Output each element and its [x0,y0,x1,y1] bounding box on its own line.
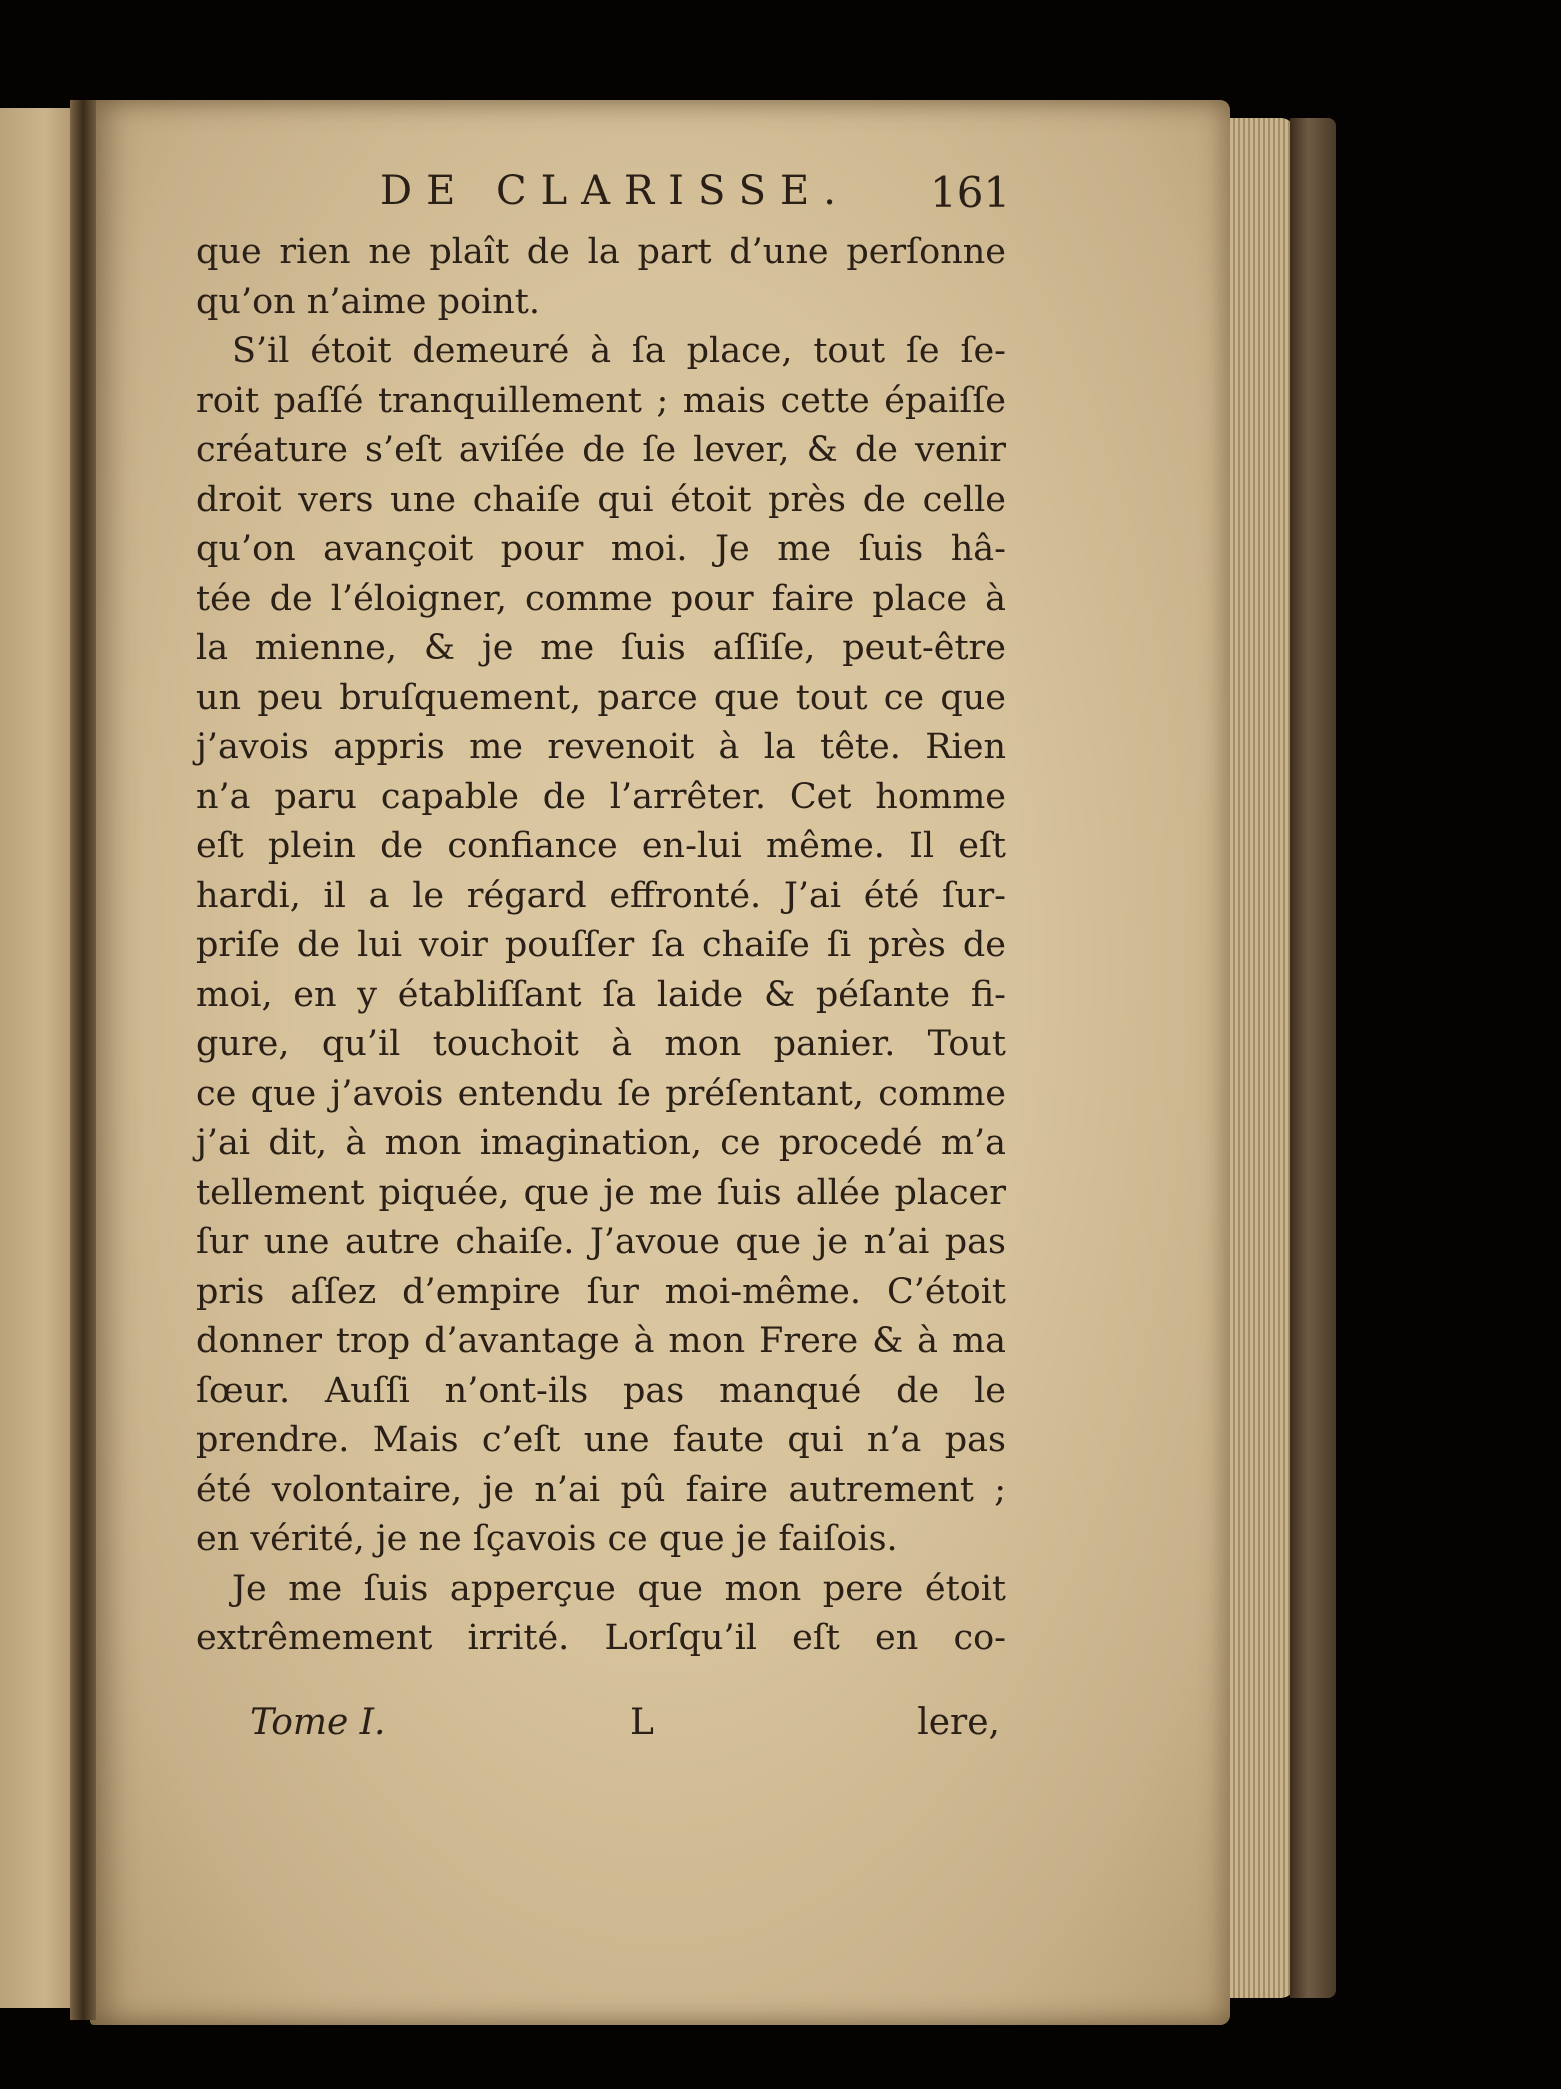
text-line: extrêmement irrité. Lorſqu’il eſt en co- [196,1618,1006,1658]
text-line: créature s’eſt aviſée de ſe lever, & de venir [196,430,1006,470]
text-line: un peu bruſquement, parce que tout ce que [196,677,1006,718]
text-line: S’il étoit demeuré à ſa place, tout ſe ſe- [232,331,1006,371]
text-line: j’avois appris me revenoit à la tête. Rien [196,727,1006,767]
text-line: qu’on avançoit pour moi. Je me ſuis hâ- [196,529,1006,569]
text-line: droit vers une chaiſe qui étoit près de celle [196,479,1006,520]
page-number: 161 [930,168,1011,217]
text-line: priſe de lui voir pouſſer ſa chaiſe ſi près de [196,925,1006,965]
text-line: tée de l’éloigner, comme pour faire place à [196,578,1006,619]
text-line: j’ai dit, à mon imagination, ce procedé m’a [196,1123,1006,1163]
text-line: prendre. Mais c’eſt une faute qui n’a pas [196,1420,1006,1460]
body-text [196,228,1006,1664]
running-head: DE CLARISSE. [380,168,850,214]
book-gutter [70,100,96,2020]
binding-board [1290,118,1336,1998]
catchword: lere, [917,1702,1000,1743]
text-line: que rien ne plaît de la part d’une perſonne [196,232,1006,272]
text-line: Je me ſuis apperçue que mon pere étoit [232,1568,1006,1609]
text-line: qu’on n’aime point. [196,281,540,322]
text-line: en vérité, je ne ſçavois ce que je faiſois. [196,1519,898,1559]
text-line: gure, qu’il touchoit à mon panier. Tout [196,1024,1006,1064]
page-footer [250,1702,1000,1752]
text-line: la mienne, & je me ſuis aſſiſe, peut-être [196,628,1006,668]
text-line: tellement piquée, que je me ſuis allée placer [196,1172,1006,1213]
text-line: moi, en y établiſſant ſa laide & péſante fi- [196,974,1006,1015]
text-line: ſur une autre chaiſe. J’avoue que je n’ai pas [196,1222,1006,1262]
text-line: hardi, il a le régard effronté. J’ai été ſur- [196,875,1006,916]
text-line: eſt plein de confiance en-lui même. Il eſt [196,826,1006,866]
text-line: ce que j’avois entendu ſe préſentant, comme [196,1073,1006,1114]
text-line: roit paſſé tranquillement ; mais cette épaiſſe [196,380,1006,421]
signature-mark: Tome I. [250,1702,386,1743]
text-line: pris aſſez d’empire ſur moi-même. C’étoit [196,1271,1006,1312]
signature-letter: L [630,1702,654,1743]
text-line: été volontaire, je n’ai pû faire autrement ; [196,1469,1006,1510]
text-line: n’a paru capable de l’arrêter. Cet homme [196,776,1006,817]
text-line: donner trop d’avantage à mon Frere & à ma [196,1321,1006,1361]
text-line: ſœur. Auſſi n’ont-ils pas manqué de le [196,1370,1006,1411]
